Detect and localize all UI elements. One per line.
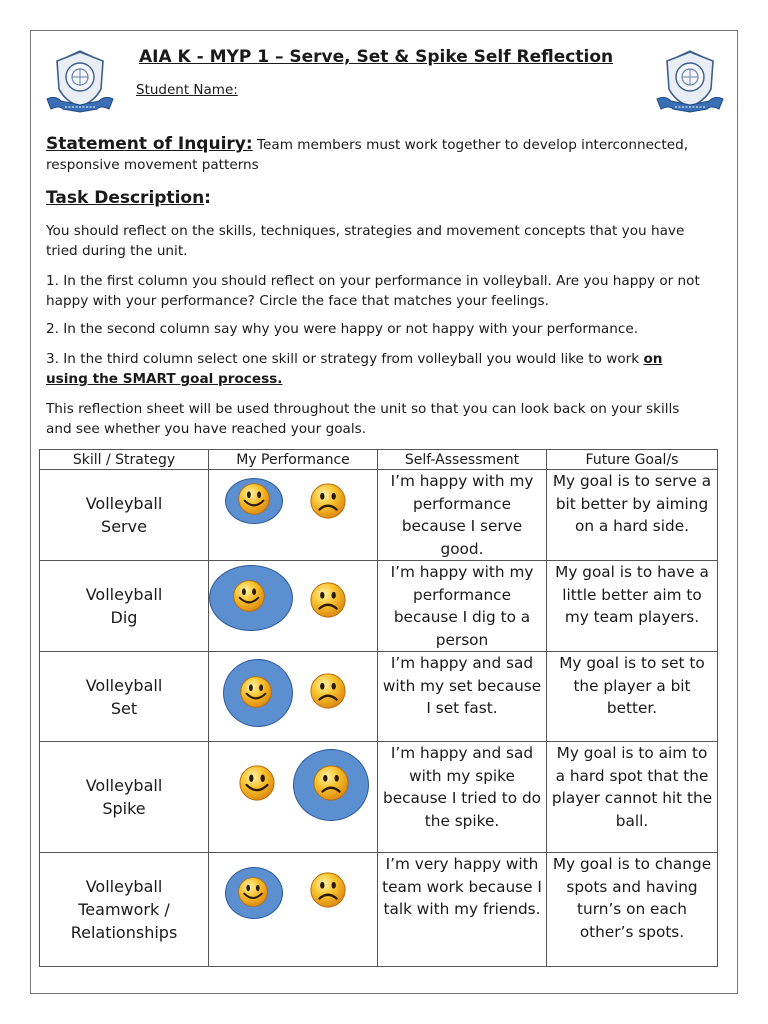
task-description-heading: Task Description: xyxy=(46,188,211,208)
skill-cell: Volleyball Set xyxy=(40,652,209,742)
happy-face-icon[interactable] xyxy=(237,482,271,516)
self-assessment-cell: I’m happy and sad with my spike because I tried to do the spike. xyxy=(378,742,547,853)
school-crest-icon xyxy=(45,49,115,115)
performance-cell xyxy=(209,742,378,853)
future-goal-cell: My goal is to set to the player a bit better. xyxy=(547,652,718,742)
future-goal-cell: My goal is to have a little better aim to my team players. xyxy=(547,561,718,652)
page-title: AIA K - MYP 1 – Serve, Set & Spike Self Reflection xyxy=(139,47,614,67)
student-name-label: Student Name: xyxy=(136,82,238,98)
self-assessment-cell: I’m happy with my performance because I serve good. xyxy=(378,470,547,561)
statement-of-inquiry-heading: Statement of Inquiry: xyxy=(46,134,253,154)
table-header-row xyxy=(40,450,718,470)
skill-cell: Volleyball Dig xyxy=(40,561,209,652)
future-goal-cell: My goal is to change spots and having turn’s on each other’s spots. xyxy=(547,853,718,967)
performance-cell xyxy=(209,470,378,561)
column-header: Future Goal/s xyxy=(547,450,718,470)
task-paragraph: 3. In the third column select one skill or strategy from volleyball you would like to work on using the SMART goal process. xyxy=(46,351,663,387)
happy-face-icon[interactable] xyxy=(239,674,273,710)
skill-cell: Volleyball Teamwork / Relationships xyxy=(40,853,209,967)
self-assessment-cell: I’m very happy with team work because I talk with my friends. xyxy=(378,853,547,967)
sad-face-icon[interactable] xyxy=(309,871,347,909)
task-paragraph: This reflection sheet will be used throughout the unit so that you can look back on your skills and see whether you have reached your goals. xyxy=(46,401,680,437)
reflection-table xyxy=(39,449,718,967)
task-paragraph: You should reflect on the skills, techniques, strategies and movement concepts that you have tried during the unit. xyxy=(46,223,685,259)
task-paragraph: 2. In the second column say why you were happy or not happy with your performance. xyxy=(46,321,639,337)
skill-cell: Volleyball Spike xyxy=(40,742,209,853)
table-row xyxy=(40,853,718,967)
table-row xyxy=(40,742,718,853)
future-goal-cell: My goal is to serve a bit better by aiming on a hard side. xyxy=(547,470,718,561)
statement-of-inquiry-text: Team members must work together to develop interconnected, responsive movement patterns xyxy=(46,137,689,173)
performance-cell xyxy=(209,561,378,652)
happy-face-icon[interactable] xyxy=(235,764,279,802)
table-row xyxy=(40,470,718,561)
happy-face-icon[interactable] xyxy=(231,579,267,613)
column-header: Skill / Strategy xyxy=(40,450,209,470)
self-assessment-cell: I’m happy and sad with my set because I set fast. xyxy=(378,652,547,742)
table-row xyxy=(40,652,718,742)
column-header: My Performance xyxy=(209,450,378,470)
sad-face-icon[interactable] xyxy=(309,581,347,619)
task-paragraph: 1. In the first column you should reflect on your performance in volleyball. Are you happy or not happy with your performance? Circle the face that matches your feelings. xyxy=(46,273,700,309)
statement-of-inquiry xyxy=(46,134,706,175)
skill-cell: Volleyball Serve xyxy=(40,470,209,561)
sad-face-icon[interactable] xyxy=(309,672,347,710)
future-goal-cell: My goal is to aim to a hard spot that the player cannot hit the ball. xyxy=(547,742,718,853)
sad-face-icon[interactable] xyxy=(311,764,351,802)
happy-face-icon[interactable] xyxy=(237,875,269,909)
column-header: Self-Assessment xyxy=(378,450,547,470)
self-assessment-cell: I’m happy with my performance because I dig to a person xyxy=(378,561,547,652)
worksheet-page xyxy=(30,30,738,994)
performance-cell xyxy=(209,853,378,967)
performance-cell xyxy=(209,652,378,742)
school-crest-icon xyxy=(655,49,725,115)
table-row xyxy=(40,561,718,652)
sad-face-icon[interactable] xyxy=(309,482,347,520)
